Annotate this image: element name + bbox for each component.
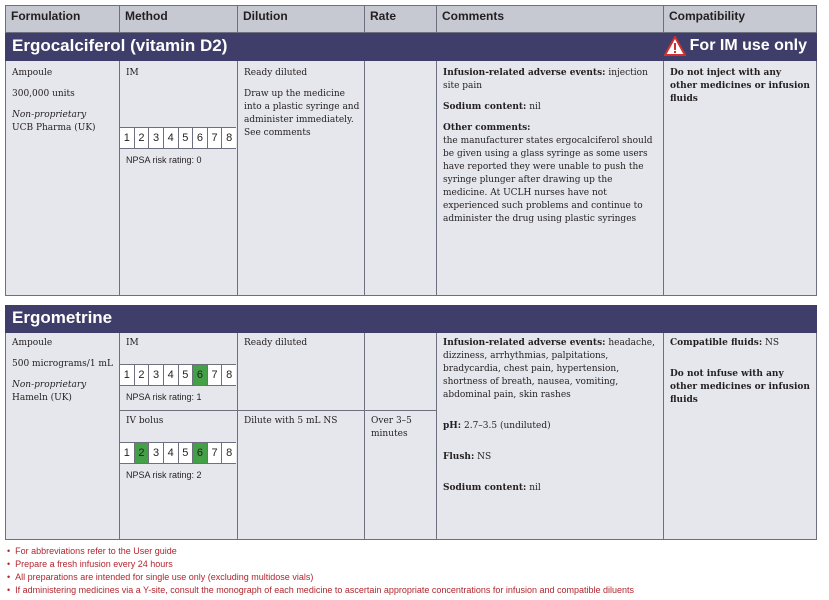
footnote-item: • For abbreviations refer to the User guide — [7, 545, 634, 558]
other-comments: the manufacturer states ergocalciferol should be given using a glass syringe as some users have reported they were unable to push the syringe plunger after drawing up the medicine. At UCLH nurses have not experienced such problems and continue to administer the drug using plastic syringes — [443, 136, 653, 224]
risk-step: 3 — [149, 128, 164, 148]
table-header — [5, 5, 817, 33]
drug-row — [5, 333, 817, 540]
formulation-maker: UCB Pharma (UK) — [12, 123, 96, 133]
risk-step: 4 — [164, 443, 179, 463]
header-method: Method — [120, 6, 238, 32]
formulation-type: Ampoule — [12, 338, 53, 348]
route-im — [120, 333, 237, 411]
warning-text: For IM use only — [689, 37, 807, 54]
risk-step-highlighted: 6 — [193, 443, 208, 463]
sodium-content: Sodium content: nil — [443, 102, 541, 112]
dilution-text: Ready diluted — [244, 68, 308, 78]
formulation-maker: Hameln (UK) — [12, 393, 72, 403]
sodium-content: Sodium content: nil — [443, 483, 541, 493]
warning-banner — [664, 36, 807, 56]
risk-rating-label: NPSA risk rating: 1 — [126, 392, 202, 402]
risk-rating-label: NPSA risk rating: 0 — [126, 155, 202, 165]
drug-row — [5, 61, 817, 296]
dilution-cell — [244, 67, 360, 140]
ph-value: pH: 2.7–3.5 (undiluted) — [443, 421, 551, 431]
drug-title-band — [5, 305, 817, 333]
flush: Flush: NS — [443, 452, 492, 462]
comments-cell — [443, 67, 659, 226]
compatibility-text: Do not infuse with any other medicines or infusion fluids — [670, 369, 810, 405]
header-compatibility: Compatibility — [669, 9, 746, 23]
adverse-events: Infusion-related adverse events: injection site pain — [443, 68, 648, 91]
risk-step: 2 — [135, 365, 150, 385]
compatibility-cell: Do not inject with any other medicines or infusion fluids — [670, 68, 810, 104]
compatibility-cell — [670, 337, 812, 407]
risk-step: 1 — [120, 128, 135, 148]
risk-step: 3 — [149, 365, 164, 385]
formulation-cell — [12, 67, 116, 135]
header-dilution: Dilution — [238, 6, 365, 32]
footnote-item: • If administering medicines via a Y-site, consult the monograph of each medicine to ascertain appropriate concentrations for infusion and compatible diluents — [7, 584, 634, 597]
risk-step: 7 — [208, 443, 223, 463]
risk-step: 6 — [193, 128, 208, 148]
risk-step: 7 — [208, 365, 223, 385]
formulation-cell — [12, 337, 118, 405]
header-comments: Comments — [437, 6, 664, 32]
risk-step: 4 — [164, 128, 179, 148]
risk-step: 1 — [120, 443, 135, 463]
formulation-type: Ampoule — [12, 68, 53, 78]
dilution-instructions: Draw up the medicine into a plastic syringe and administer immediately. See comments — [244, 89, 360, 138]
footnotes — [7, 545, 634, 597]
risk-scale — [120, 127, 236, 149]
comments-cell — [443, 337, 659, 495]
risk-step: 8 — [226, 369, 233, 381]
warning-triangle-icon — [664, 36, 686, 56]
formulation-status: Non-proprietary — [12, 110, 87, 120]
risk-step: 5 — [179, 443, 194, 463]
risk-step: 5 — [179, 128, 194, 148]
rate-cell: Over 3–5 minutes — [371, 416, 412, 439]
adverse-events: Infusion-related adverse events: headache, dizziness, arrhythmias, palpitations, bradycardia, chest pain, hypertension, shortness of breath, nausea, vomiting, abdominal pain, skin rashes — [443, 338, 655, 400]
dilution-text: Ready diluted — [244, 338, 308, 348]
risk-scale — [120, 442, 236, 464]
method-label: IM — [126, 338, 139, 348]
header-formulation: Formulation — [6, 6, 120, 32]
risk-step: 7 — [208, 128, 223, 148]
formulation-strength: 500 micrograms/1 mL — [12, 359, 113, 369]
other-comments-label: Other comments: — [443, 123, 531, 133]
footnote-item: • All preparations are intended for single use only (excluding multidose vials) — [7, 571, 634, 584]
drug-name: Ergometrine — [12, 308, 113, 327]
method-label: IV bolus — [126, 416, 164, 426]
compatible-fluids: Compatible fluids: NS — [670, 338, 780, 348]
risk-step: 3 — [149, 443, 164, 463]
risk-rating-label: NPSA risk rating: 2 — [126, 470, 202, 480]
formulation-strength: 300,000 units — [12, 89, 75, 99]
risk-step: 1 — [120, 365, 135, 385]
dilution-text: Dilute with 5 mL NS — [244, 416, 338, 426]
footnote-item: • Prepare a fresh infusion every 24 hours — [7, 558, 634, 571]
risk-step-highlighted: 6 — [193, 365, 208, 385]
drug-title-band — [5, 33, 817, 61]
risk-step: 2 — [135, 128, 150, 148]
risk-step: 5 — [179, 365, 194, 385]
method-label: IM — [126, 68, 139, 78]
risk-step: 8 — [226, 447, 233, 459]
risk-step-highlighted: 2 — [135, 443, 150, 463]
risk-step: 8 — [226, 132, 233, 144]
formulation-status: Non-proprietary — [12, 380, 87, 390]
route-iv-bolus — [120, 411, 237, 540]
risk-scale — [120, 364, 236, 386]
header-rate: Rate — [365, 6, 437, 32]
risk-step: 4 — [164, 365, 179, 385]
drug-name: Ergocalciferol (vitamin D2) — [12, 36, 228, 55]
